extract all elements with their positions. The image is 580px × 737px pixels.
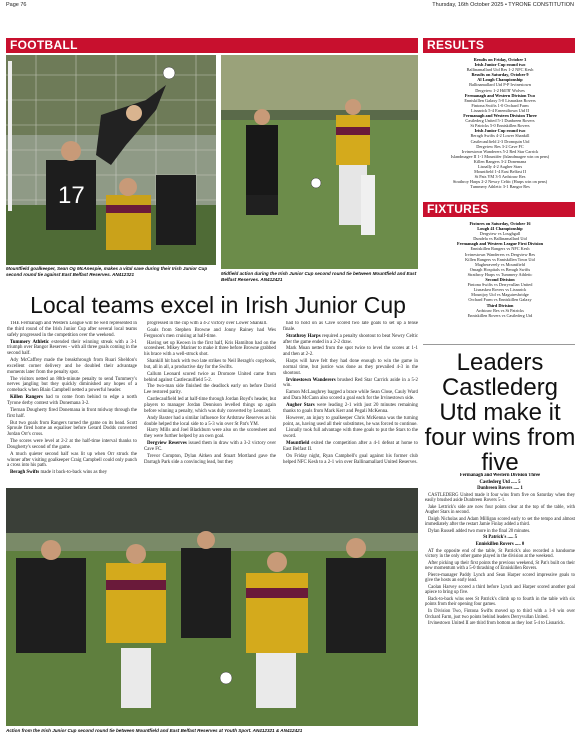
story-paragraph [144,359,276,371]
result-row: Ballinamallard Utd P-P Irvinestown [469,82,531,88]
story-paragraph [7,377,137,395]
story-paragraph [283,416,418,428]
story-paragraph [283,403,418,415]
story-paragraph: Daigh Nicholas and Adam Milligan scored early to set the tempo and almost immediately after the restart Jamie Finlay added a third. [425,516,575,528]
fixture-row: Killen Rangers vs Enniskillen Town Utd [465,256,535,262]
team-name: Dergview Reserves [147,441,187,447]
fixture-row: Omagh Hospitals vs Beragh Swifts [469,266,531,272]
goalkeeper-save-photo [6,55,216,265]
paragraph-text: Lisnally took full advantage with three goals to put the Stars to the sword. [283,428,418,440]
publication-date: Thursday, 16th October 2025 • TYRONE CONSTITUTION [432,2,574,8]
main-headline: Local teams excel in Irish Junior Cup [30,292,406,318]
story-paragraph: Jake Lettrick's side are now four points clear at the top of the table, with Augher Stars in second. [425,504,575,516]
story-paragraph [7,452,137,470]
result-row: Irvinestown Wanderers 5-2 Red Star Carrick [461,148,539,154]
story-paragraph [144,341,276,359]
score-line: Dunbreen Rovers ..... 1 [477,486,523,492]
story-paragraph [144,372,276,384]
result-row: St Pats YM 3-5 Ardstraw Res [474,174,526,180]
result-row: Lisnarick 5-4 Ernemiltown Utd II [471,107,529,113]
story-paragraph [7,421,137,439]
score-line: Castlederg Utd ..... 5 [479,479,521,485]
midfield-action-photo [221,55,418,269]
team-name: Irvinestown Wanderers [286,377,336,383]
paragraph-text: Having set up Keown in the first half, Kris Hamilton had on the scoresheet. Mikey Mariner to make it three before Browne grabbed his brace with a well-struck shot. [144,340,276,358]
result-heading: Results on Friday, October 3 [473,57,527,62]
paragraph-text: However, an injury to goalkeeper Chris McKenna was the turning point, as, having used all their substitutes, he was forced to continue. [283,415,418,427]
team-name: Beragh Swifts [10,470,40,476]
result-row: Killen Rangers 3-2 Donemana [473,158,527,164]
fixtures-list [425,221,575,341]
story-paragraph [283,390,418,402]
result-row: Lisnally 4-2 Augher Stars [477,163,523,169]
story-paragraph [144,328,276,340]
result-row: Fintona Swifts 1-0 Orchard Farm [471,102,529,108]
paragraph-text: But two goals from Rangers turned the game on its head. Scott Sproule fired home an equaliser before Gerard Dodds converted Jordan Orr's cross. [7,420,137,438]
paragraph-text: required a penalty shootout to beat Newry Celtic after the game ended in a 2-2 draw. [283,333,418,345]
fixture-row: Enniskillen Rangers vs NFC Kesh [470,246,530,252]
team-name: Killen Rangers [10,395,43,401]
fixture-heading: Third Division [486,302,514,308]
fixture-row: Mountjoy Utd vs Maguiresbridge [471,292,529,298]
story-paragraph [7,408,137,420]
paragraph-text: On Friday night, Ryan Campbell's goal against his former club helped NFC Kesh to a 2-1 win over Ballinamallard United Reserves. [283,453,418,465]
story-paragraph [283,321,418,333]
story-paragraph: Pierce-manager Paddy Lynch and Sean Harper scored impressive goals to give the hosts an early lead. [425,572,575,584]
story-paragraph [283,334,418,346]
fixture-row: Dergview vs Loughgall [479,231,521,237]
paragraph-text: Tiernan Dougherty fired Donemana in front midway through the first half. [7,407,137,419]
fixture-heading: Second Division [485,277,515,283]
match-action-photo [6,488,418,726]
fixture-row: Orchard Farm vs Enniskillen Galaxy [468,297,532,303]
fixture-heading: Fixtures on Saturday, October 16 [469,221,531,226]
svg-text:17: 17 [58,182,85,209]
result-row: Tummery Athletic 3-1 Bangor Res [470,184,530,190]
result-row: Castlederg United 5-1 Dunbreen Rovers [465,118,535,124]
score-line: Fermanagh and Western Division Three [459,473,541,478]
paragraph-text: The visitors netted an 80th-minute penalty to send Tummery's nerves jangling but they quickly diminished any hopes of a comeback when Blain Campbell netted a powerful header. [7,376,137,394]
result-heading: Fermanagh and Western Division Two [464,92,536,98]
story-paragraph [144,428,276,440]
score-line: St Patrick's ..... 5 [483,535,517,541]
result-row: Mountfield 1-4 East Belfast II [474,169,526,175]
paragraph-text: made it back-to-back wins as they [39,470,108,476]
result-row: Enniskillen Galaxy 5-0 Lisnaskea Rovers [464,97,536,103]
paragraph-text: The two-man side finished the deadlock early on before David Lee restored parity. [144,384,276,396]
result-heading: Al Lough Championship [477,77,523,83]
story-paragraph [283,441,418,453]
result-row: Islandmagee II 1-1 Mountifer (Islandmagee win on pens) [450,153,550,159]
story-paragraph [7,395,137,407]
result-heading: Irish Junior Cup round two [474,128,526,134]
paragraph-text: Trevor Compton, Dylan Aitken and Stuart Mortland gave the Darragh Park side a convincing lead, but they [144,453,276,465]
fixture-row: Ardstraw Res vs St Patricks [476,307,524,313]
sidebar-divider [423,344,575,345]
paragraph-text: A much quieter second half was lit up when Orr struck the winner after visiting goalkeeper Craig Campbell could only punch a cross into his path. [7,451,137,469]
result-heading: Results on Saturday, October 9 [471,72,529,78]
paragraph-text: Andy Baxter had a similar influence for Ardstraw Reserves as his double helped the local side to a 5-3 win over St Pat's YM. [144,415,276,427]
story-paragraph [144,454,276,466]
paragraph-text: Castlecaulfield led at half-time through Jordan Boyd's header, but players to manager Jordan Dennison levelled things up again before winning a penalty, which was duly converted by Leonard. [144,397,276,414]
team-name: Augher Stars [286,402,315,408]
football-label: FOOTBALL [10,38,78,52]
story-paragraph [144,441,276,453]
midfield-photo-caption: Midfield action during the Irish Junior Cup second round tie between Mountfield and East Belfast Reserves. AN412421 [221,271,417,282]
story-paragraph [283,378,418,390]
paragraph-text: Goals from Stephen Browne and Jonny Rainey had Wes Ferguson's men cruising at half-time. [144,327,276,339]
result-row: Dergview Res 3-2 Cave FC [476,143,524,149]
result-row: Strathroy Harps 2-2 Newry Celtic (Harps win on pens) [452,179,548,185]
fixture-row: Dundela vs Ballinamallard Utd [473,236,527,242]
story-paragraph [7,321,137,339]
paragraph-text: The scores were level at 2-2 at the half-time interval thanks to Dougherty's second of the game. [7,439,137,450]
page-header [6,2,574,11]
story-column-3 [283,321,418,487]
paragraph-text: THE Fermanagh and Western League will be well represented in the third round of the Irish Junior Cup after several local teams safely progressed in the competition over the weekend. [7,321,137,338]
result-heading: Fermanagh and Western Division Three [463,113,537,119]
story-paragraph [7,340,137,358]
fixture-row: Lisnaskea Rovers vs Lisnarick [473,287,527,293]
story-paragraph: CASTLEDERG United made it four wins from five on Saturday when they easily brushed aside Dunbreen Rovers 5-1. [425,492,575,504]
paragraph-text: had to come from behind to edge a north Tyrone derby contest with Donemana 3-2. [7,395,137,406]
fixture-row: Fintona Swifts vs Derryvullan United [467,282,533,288]
story-paragraph [7,358,137,376]
story-paragraph [144,384,276,396]
story-paragraph [144,416,276,428]
story-paragraph: In Division Two, Fintona Swifts moved up to third with a 1-0 win over Orchard Farm, just two points behind leaders Derryvullan United. [425,609,575,620]
fixture-row: Magheraveely vs Mountfield [475,261,525,267]
result-heading: Irish Junior Cup round two [474,62,526,68]
story-paragraph: After picking up their first points the previous weekend, St Pat's built on their new momentum with a 5-0 thrashing of Enniskillen Rovers. [425,560,575,572]
goalkeeper-photo-caption: Mountfield goalkeeper, Sean Og McAnespie, makes a vital save during their Irish Junior Cup second round tie against East Belfast Reserves. AN412321 [6,266,208,277]
football-section-header [6,38,418,53]
results-list [425,57,575,199]
results-section-header [423,38,575,53]
paragraph-text: Ady McCaffrey made the breakthrough from Ruari Sheldon's excellent corner delivery and he doubled their advantage moments later from the penalty spot. [7,358,137,375]
paragraph-text: extended their winning streak with a 3-1 triumph over Bangor Reserves - with all three goals coming in the second half. [7,339,137,357]
story-paragraph [283,454,418,466]
fixtures-section-header [423,202,575,217]
paragraph-text: Harry Mills and Joel Blackburn were also on the scoresheet and they were further helped by an own goal. [144,428,276,440]
result-row: St Patricks 5-0 Enniskillen Rovers [470,123,530,129]
paragraph-text: exited the competition after a 4-1 defeat at home to East Belfast II. [283,441,418,452]
paragraph-text: Mark Moan netted from the spot twice to level the scores at 1-1 and then at 2-2. [283,346,418,358]
fixture-row: Irvinestown Wanderers vs Dergview Res [464,251,536,257]
team-name: Strathroy Harps [286,333,321,339]
fixtures-label: FIXTURES [427,202,489,216]
story-paragraph: Dylan Russell added two more in the final 20 minutes. [428,528,531,534]
result-row: Dergview 1-2 Hill'B' Wolves [475,87,525,93]
story-paragraph [144,397,276,415]
story-paragraph [144,321,276,327]
score-line: Enniskillen Rovers ..... 0 [475,542,525,548]
fixture-row: Enniskillen Rovers vs Castlederg Utd [467,312,533,318]
paragraph-text: Eamon McLaughrey bagged a brace while Sean Close, Cauly Ward and Dara McCann also scored a goal each for the Irvinestown side. [283,390,418,402]
page-number: Page 76 [6,2,27,8]
fixture-row: Strathroy Harps vs Tummery Athletic [467,271,533,277]
castlederg-story [425,473,575,719]
paragraph-text: had to hold on as Cave scored two late goals to set up a tense finale. [283,321,418,332]
story-column-2 [144,321,276,487]
paragraph-text: Harps will have felt they had done enough to win the game in normal time, but justice was done as they prevailed 4-3 in the shootout. [283,359,418,376]
paragraph-text: brushed Red Star Carrick aside in a 5-2 win. [283,377,418,389]
results-label: RESULTS [427,38,485,52]
action-photo-caption: Action from the Irish Junior Cup second round tie between Mountfield and East Belfast Reserves at Youth Sport. AN412321 & AN412421 [6,728,303,733]
story-paragraph [7,439,137,451]
paragraph-text: were leading 2-1 with just 20 minutes remaining thanks to goals from Mark Kerr and Pegali McKenna. [283,402,418,414]
result-row: Ballinamallard Utd Res 1-2 NFC Kesh [466,67,534,73]
paragraph-text: issued them in draw with a 3-2 victory over Cave FC. [144,441,276,452]
castlederg-headline: Leaders Castlederg Utd make it four wins from five [424,349,576,476]
story-paragraph [283,359,418,377]
result-row: Castlecaulfield 2-3 Dromquin Utd [470,138,530,144]
story-paragraph: AT the opposite end of the table, St Patrick's also recorded a handsome victory in the only other game played in the division at the weekend. [425,548,575,560]
fixture-heading: Fermanagh and Western League First Division [457,241,543,247]
story-column-1 [7,321,137,487]
team-name: Tummery Athletic [10,339,50,345]
result-row: Beragh Swifts 4-2 Lower Shankill [470,133,530,139]
story-paragraph [283,428,418,440]
fixture-heading: Lough 41 Championship [477,226,523,232]
team-name: Mountfield [286,441,310,447]
paragraph-text: progressed in the cup with a 4-2 victory over Lower Shankill. [147,321,268,326]
paragraph-text: Shankill hit back with two late strikes to Neil Beragh's copybook, but, all in all, a productive day for the Swifts. [144,359,276,370]
story-paragraph [283,346,418,358]
paragraph-text: Callum Leonard scored twice as Dromore United came from behind against Castlecaulfield 5-2. [144,371,276,383]
story-paragraph: Caolan Harvey scored a third before Lynch and Harper scored another goal apiece to bring up five. [425,584,575,596]
story-paragraph [7,470,137,476]
story-paragraph: Back-to-back wins sees St Patrick's climb up to fourth in the table with six points from their opening four games. [425,596,575,608]
story-paragraph: Irvinestown United II are third from bottom as they lost 5-4 to Lisnarick. [428,621,565,627]
